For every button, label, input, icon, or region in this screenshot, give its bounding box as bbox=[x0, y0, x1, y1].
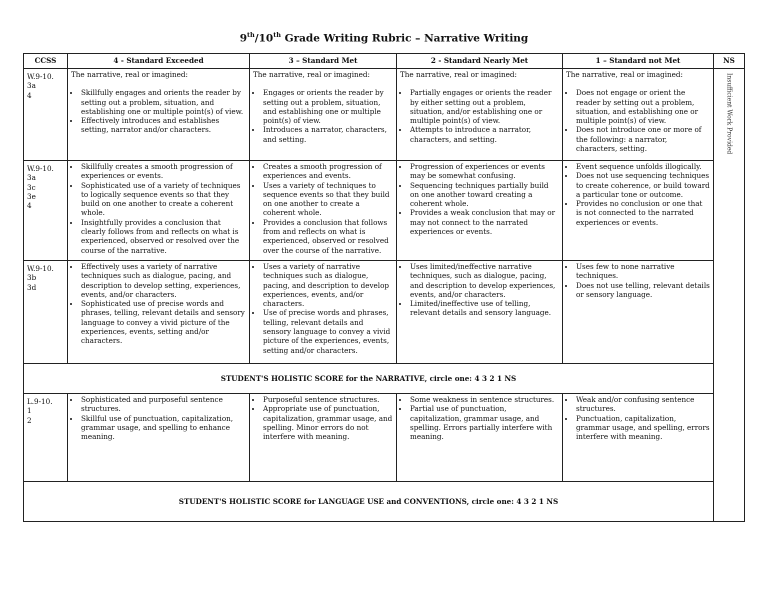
language-score-line-row bbox=[24, 482, 745, 522]
criteria-item: • Weak and/or confusing sentence structures. bbox=[576, 395, 710, 414]
criteria-item: • Attempts to introduce a narrator, characters, and setting. bbox=[410, 125, 559, 144]
header-level-3: 3 – Standard Met bbox=[250, 54, 397, 69]
ccss-code bbox=[24, 394, 68, 482]
criteria-item: • Limited/ineffective use of telling, relevant details and sensory language. bbox=[410, 299, 559, 318]
criteria-list bbox=[400, 162, 559, 236]
criteria-cell-level-1 bbox=[563, 69, 714, 161]
criteria-item: • Sophisticated and purposeful sentence structures. bbox=[81, 395, 246, 414]
ccss-line: 3b bbox=[27, 273, 37, 283]
criteria-cell-level-4 bbox=[68, 161, 250, 261]
criteria-cell-level-2 bbox=[397, 161, 563, 261]
criteria-item: • Partial use of punctuation, capitalization, grammar usage, and spelling. Errors partially interfere with meaning. bbox=[410, 404, 559, 441]
criteria-cell-level-1 bbox=[563, 394, 714, 482]
rubric-row bbox=[24, 261, 745, 364]
criteria-item: • Does not engage or orient the reader by setting out a problem, situation, and establishing one or multiple point(s) of view. bbox=[576, 88, 710, 125]
language-score-line: STUDENT'S HOLISTIC SCORE for LANGUAGE USE and CONVENTIONS, circle one: 4 3 2 1 NS bbox=[24, 482, 714, 522]
criteria-item: • Insightfully provides a conclusion that clearly follows from and reflects on what is experienced, observed or resolved over the course of the narrative. bbox=[81, 218, 246, 255]
ccss-line: 4 bbox=[27, 201, 32, 211]
header-row bbox=[24, 54, 745, 69]
criteria-list bbox=[400, 395, 559, 441]
criteria-list bbox=[253, 162, 393, 255]
ccss-line: W.9-10. bbox=[27, 72, 54, 81]
criteria-item: • Partially engages or orients the reader by either setting out a problem, situation, and/or establishing one or multiple point(s) of view. bbox=[410, 88, 559, 125]
cell-lead: The narrative, real or imagined: bbox=[566, 70, 683, 79]
criteria-cell-level-3 bbox=[250, 261, 397, 364]
ccss-line: L.9-10. bbox=[27, 397, 53, 406]
criteria-list bbox=[566, 262, 710, 299]
criteria-item: • Some weakness in sentence structures. bbox=[410, 395, 559, 404]
criteria-item: • Uses few to none narrative techniques. bbox=[576, 262, 710, 281]
criteria-item: • Use of precise words and phrases, telling, relevant details and sensory language to convey a vivid picture of the experiences, events, setting and/or characters. bbox=[263, 308, 393, 354]
criteria-list bbox=[71, 262, 246, 346]
criteria-cell-level-2 bbox=[397, 394, 563, 482]
ccss-line: 3e bbox=[27, 191, 36, 201]
criteria-item: • Provides a weak conclusion that may or may not connect to the narrated experiences or events. bbox=[410, 208, 559, 236]
header-ccss: CCSS bbox=[24, 54, 68, 69]
criteria-cell-level-2 bbox=[397, 69, 563, 161]
criteria-cell-level-1 bbox=[563, 261, 714, 364]
criteria-item: • Provides no conclusion or one that is not connected to the narrated experiences or events. bbox=[576, 199, 710, 227]
criteria-list bbox=[253, 262, 393, 355]
criteria-item: • Skillfully creates a smooth progression of experiences or events. bbox=[81, 162, 246, 181]
criteria-cell-level-3 bbox=[250, 161, 397, 261]
criteria-item: • Uses a variety of narrative techniques such as dialogue, pacing, and description to develop experiences, events, and/or characters. bbox=[263, 262, 393, 308]
criteria-list bbox=[400, 262, 559, 318]
criteria-cell-level-3 bbox=[250, 69, 397, 161]
criteria-list bbox=[253, 395, 393, 441]
ccss-line: W.9-10. bbox=[27, 264, 54, 273]
criteria-list bbox=[566, 88, 710, 153]
criteria-list bbox=[253, 88, 393, 144]
page-title: 9th/10th Grade Writing Rubric – Narrative Writing bbox=[239, 31, 529, 45]
criteria-cell-level-4 bbox=[68, 394, 250, 482]
cell-lead: The narrative, real or imagined: bbox=[253, 70, 370, 79]
criteria-cell-level-2 bbox=[397, 261, 563, 364]
criteria-item: • Sophisticated use of precise words and phrases, telling, relevant details and sensory language to convey a vivid picture of the experiences, events, setting and/or characters. bbox=[81, 299, 246, 345]
cell-lead: The narrative, real or imagined: bbox=[71, 70, 188, 79]
ccss-line: 1 bbox=[27, 406, 32, 416]
ccss-line: W.9-10. bbox=[27, 164, 54, 173]
rubric-row bbox=[24, 394, 745, 482]
ccss-code bbox=[24, 161, 68, 261]
criteria-item: • Skillful use of punctuation, capitalization, grammar usage, and spelling to enhance meaning. bbox=[81, 414, 246, 442]
criteria-item: • Provides a conclusion that follows from and reflects on what is experienced, observed or resolved over the course of the narrative. bbox=[263, 218, 393, 255]
rubric-body bbox=[24, 69, 745, 522]
rubric-row bbox=[24, 161, 745, 261]
criteria-item: • Purposeful sentence structures. bbox=[263, 395, 393, 404]
criteria-item: • Does not introduce one or more of the following: a narrator, characters, setting. bbox=[576, 125, 710, 153]
narrative-score-line-row bbox=[24, 364, 745, 394]
criteria-item: • Punctuation, capitalization, grammar usage, and spelling, errors interfere with meaning. bbox=[576, 414, 710, 442]
criteria-list bbox=[71, 162, 246, 255]
ccss-line: 3d bbox=[27, 282, 37, 292]
header-ns: NS bbox=[714, 54, 745, 69]
ccss-line: 3a bbox=[27, 173, 36, 183]
criteria-item: • Introduces a narrator, characters, and setting. bbox=[263, 125, 393, 144]
criteria-cell-level-4 bbox=[68, 261, 250, 364]
criteria-item: • Does not use sequencing techniques to create coherence, or build toward a particular tone or outcome. bbox=[576, 171, 710, 199]
criteria-list bbox=[71, 395, 246, 441]
criteria-list bbox=[566, 162, 710, 227]
ccss-line: 2 bbox=[27, 415, 32, 425]
criteria-item: • Skillfully engages and orients the reader by setting out a problem, situation, and establishing one or multiple point(s) of view. bbox=[81, 88, 246, 116]
ccss-line: 4 bbox=[27, 90, 32, 100]
ns-vertical-text: Insufficient Work Provided bbox=[725, 73, 733, 155]
criteria-item: • Effectively introduces and establishes setting, narrator and/or characters. bbox=[81, 116, 246, 135]
rubric-table bbox=[23, 53, 745, 522]
criteria-item: • Uses limited/ineffective narrative techniques, such as dialogue, pacing, and description to develop experiences, events, and/or characters. bbox=[410, 262, 559, 299]
criteria-item: • Does not use telling, relevant details or sensory language. bbox=[576, 281, 710, 300]
criteria-item: • Engages or orients the reader by setting out a problem, situation, and establishing one or multiple point(s) of view. bbox=[263, 88, 393, 125]
criteria-list bbox=[566, 395, 710, 441]
ccss-line: 3a bbox=[27, 81, 36, 91]
header-level-1: 1 – Standard not Met bbox=[563, 54, 714, 69]
criteria-list bbox=[400, 88, 559, 144]
ccss-code bbox=[24, 261, 68, 364]
criteria-list bbox=[71, 88, 246, 134]
criteria-item: • Appropriate use of punctuation, capitalization, grammar usage, and spelling. Minor errors do not interfere with meaning. bbox=[263, 404, 393, 441]
criteria-item: • Event sequence unfolds illogically. bbox=[576, 162, 710, 171]
criteria-item: • Effectively uses a variety of narrative techniques such as dialogue, pacing, and description to develop setting, experiences, events, and/or characters. bbox=[81, 262, 246, 299]
criteria-item: • Progression of experiences or events may be somewhat confusing. bbox=[410, 162, 559, 181]
ccss-code bbox=[24, 69, 68, 161]
cell-lead: The narrative, real or imagined: bbox=[400, 70, 517, 79]
header-level-4: 4 - Standard Exceeded bbox=[68, 54, 250, 69]
criteria-item: • Uses a variety of techniques to sequence events so that they build on one another to create a coherent whole. bbox=[263, 181, 393, 218]
rubric-row bbox=[24, 69, 745, 161]
criteria-cell-level-3 bbox=[250, 394, 397, 482]
criteria-cell-level-4 bbox=[68, 69, 250, 161]
criteria-item: • Creates a smooth progression of experiences and events. bbox=[263, 162, 393, 181]
ns-column bbox=[714, 69, 745, 522]
ccss-line: 3c bbox=[27, 182, 36, 192]
criteria-item: • Sophisticated use of a variety of techniques to logically sequence events so that they build on one another to create a coherent whole. bbox=[81, 181, 246, 218]
criteria-cell-level-1 bbox=[563, 161, 714, 261]
criteria-item: • Sequencing techniques partially build on one another toward creating a coherent whole. bbox=[410, 181, 559, 209]
header-level-2: 2 - Standard Nearly Met bbox=[397, 54, 563, 69]
narrative-score-line: STUDENT'S HOLISTIC SCORE for the NARRATIVE, circle one: 4 3 2 1 NS bbox=[24, 364, 714, 394]
